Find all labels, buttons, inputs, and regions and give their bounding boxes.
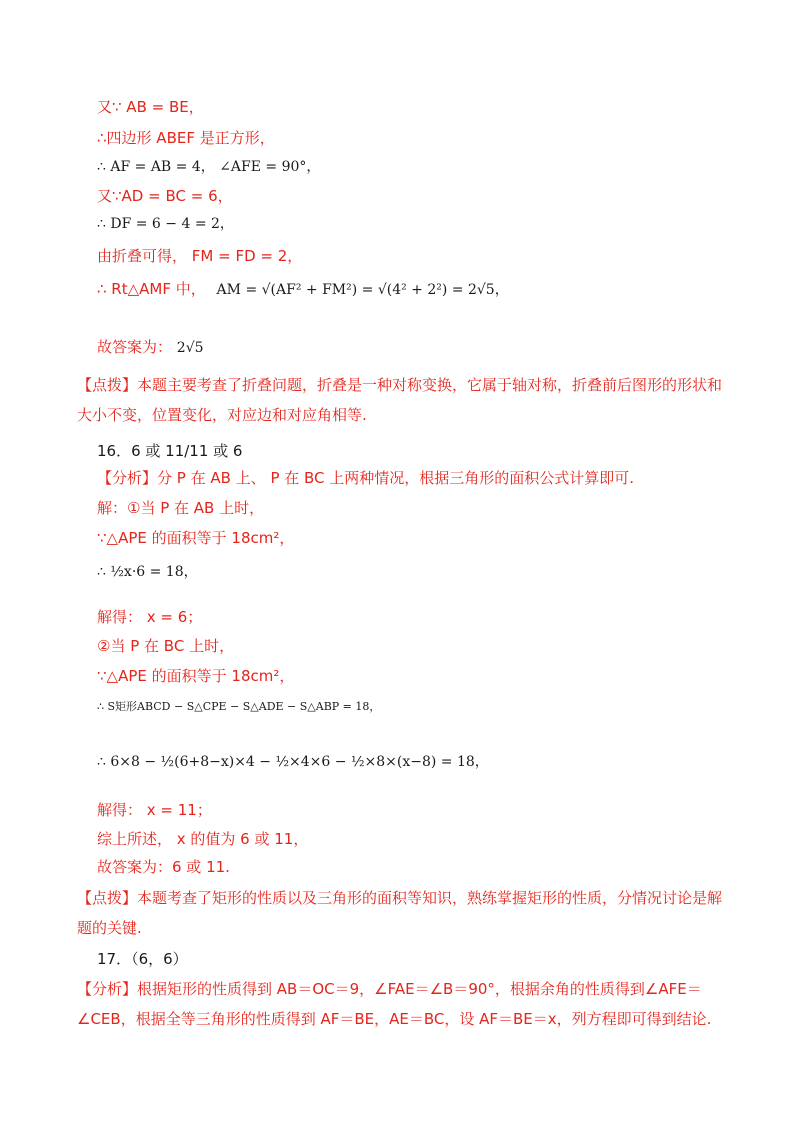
line-ad-bc: 又∵AD = BC = 6， [97, 187, 233, 205]
q16-case2: ②当 P 在 BC 上时， [97, 637, 235, 655]
answer-value: 2√5 [176, 340, 204, 356]
q16-case1-result: 解得： x = 6； [97, 608, 203, 626]
q16-case2-eq2: ∴ 6×8 − ½(6+8−x)×4 − ½×4×6 − ½×8×(x−8) = 18， [97, 754, 489, 770]
line-am-formula: AM = √(AF² + FM²) = √(4² + 2²) = 2√5， [216, 282, 509, 298]
q16-title: 16．6 或 11/11 或 6 [97, 442, 243, 460]
q16-case1-eq: ∴ ½x·6 = 18， [97, 564, 198, 580]
dianbo-15: 【点拨】本题主要考查了折叠问题，折叠是一种对称变换，它属于轴对称，折叠前后图形的形状和大小不变，位置变化，对应边和对应角相等. [77, 376, 723, 424]
line-square: ∴四边形 ABEF 是正方形， [97, 129, 275, 147]
answer-label: 故答案为： [97, 338, 173, 356]
q16-dianbo: 【点拨】本题考查了矩形的性质以及三角形的面积等知识，熟练掌握矩形的性质，分情况讨论是解题的关键. [77, 889, 723, 937]
q17-fenxi: 【分析】根据矩形的性质得到 AB＝OC＝9，∠FAE＝∠B＝90°，根据余角的性质得到∠AFE＝∠CEB，根据全等三角形的性质得到 AF＝BE，AE＝BC，设 AF＝BE＝x，列方程即可得到结论. [77, 980, 712, 1028]
q16-case2-result: 解得： x = 11； [97, 801, 212, 819]
q16-case1-cond: ∵△APE 的面积等于 18cm²， [97, 529, 295, 547]
line-ab-be: 又∵ AB = BE， [97, 98, 204, 116]
line-answer-15 [97, 337, 204, 358]
q16-answer: 故答案为：6 或 11. [97, 858, 230, 876]
q16-jie: 解：①当 P 在 AB 上时， [97, 499, 265, 517]
line-df: ∴ DF = 6 − 4 = 2， [97, 216, 234, 232]
line-af-ab: ∴ AF = AB = 4， ∠AFE = 90°， [97, 159, 321, 175]
q16-case2-eq1: ∴ S矩形ABCD − S△CPE − S△ADE − S△ABP = 18， [97, 700, 381, 713]
line-am-prefix: ∴ Rt△AMF 中， [97, 280, 206, 298]
q16-summary: 综上所述， x 的值为 6 或 11， [97, 830, 309, 848]
line-fold: 由折叠可得， FM = FD = 2， [97, 247, 303, 265]
line-am [97, 279, 509, 300]
q17-title: 17．（6，6） [97, 950, 188, 968]
q16-case2-cond: ∵△APE 的面积等于 18cm²， [97, 667, 295, 685]
q16-fenxi: 【分析】分 P 在 AB 上、 P 在 BC 上两种情况，根据三角形的面积公式计算即可. [97, 469, 635, 487]
